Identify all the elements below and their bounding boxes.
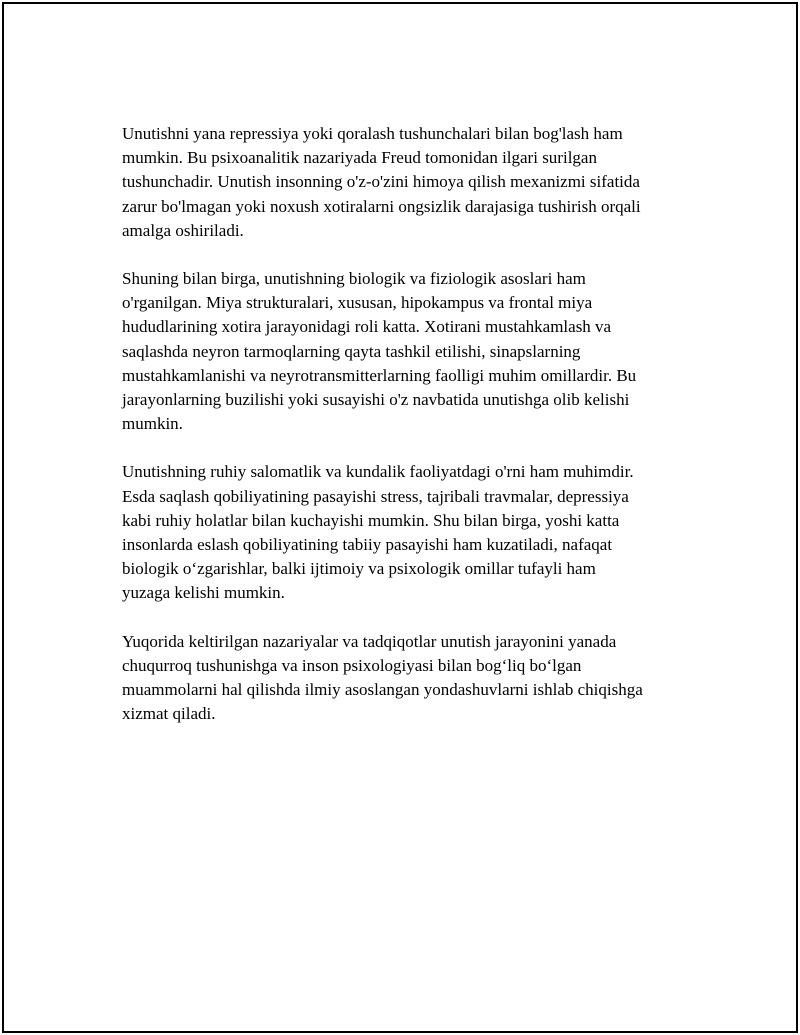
document-body (122, 122, 702, 750)
paragraph-1: Unutishni yana repressiya yoki qoralash tushunchalari bilan bog'lash ham mumkin. Bu psixoanalitik nazariyada Freud tomonidan ilgari surilgan tushunchadir. Unutish insonning o'z-o'zini himoya qilish mexanizmi sifatida zarur bo'lmagan yoki noxush xotiralarni ongsizlik darajasiga tushirish orqali amalga oshiriladi. (122, 124, 641, 240)
paragraph-4: Yuqorida keltirilgan nazariyalar va tadqiqotlar unutish jarayonini yanada chuqurroq tushunishga va inson psixologiyasi bilan bog‘liq bo‘lgan muammolarni hal qilishda ilmiy asoslangan yondashuvlarni ishlab chiqishga xizmat qiladi. (122, 631, 643, 724)
paragraph-3: Unutishning ruhiy salomatlik va kundalik faoliyatdagi o'rni ham muhimdir. Esda saqlash qobiliyatining pasayishi stress, tajribali travmalar, depressiya kabi ruhiy holatlar bilan kuchayishi mumkin. Shu bilan birga, yoshi katta insonlarda eslash qobiliyatining tabiiy pasayishi ham kuzatiladi, nafaqat biologik o‘zgarishlar, balki ijtimoiy va psixologik omillar tufayli ham yuzaga kelishi mumkin. (122, 462, 634, 603)
page-frame (2, 2, 798, 1033)
paragraph-2: Shuning bilan birga, unutishning biologik va fiziologik asoslari ham o'rganilgan. Miya strukturalari, xususan, hipokampus va frontal miya hududlarining xotira jarayonidagi roli katta. Xotirani mustahkamlash va saqlashda neyron tarmoqlarning qayta tashkil etilishi, sinapslarning mustahkamlanishi va neyrotransmitterlarning faolligi muhim omillardir. Bu jarayonlarning buzilishi yoki susayishi o'z navbatida unutishga olib kelishi mumkin. (122, 269, 637, 434)
